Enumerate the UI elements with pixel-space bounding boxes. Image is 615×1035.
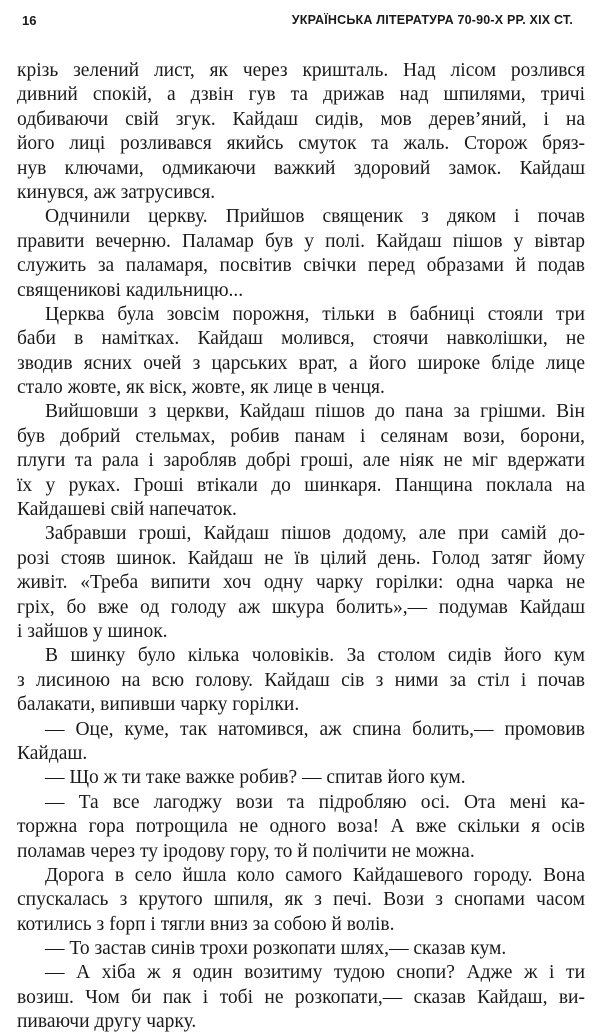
text-line: їх у руках. Гроші втікали до шинкаря. Панщина поклала на bbox=[17, 474, 585, 496]
text-line: дивний спокій, а дзвін гув та дрижав над шпилями, тричі bbox=[17, 84, 585, 106]
paragraph bbox=[17, 644, 585, 717]
paragraph bbox=[17, 205, 585, 303]
paragraph bbox=[17, 718, 585, 767]
page-header bbox=[0, 10, 615, 32]
text-line: Одчинили церкву. Прийшов священик з дяком і почав bbox=[45, 206, 585, 228]
text-line: пиваючи другу чарку. bbox=[17, 1011, 197, 1033]
paragraph bbox=[17, 766, 585, 790]
text-line: — Та все лагоджу вози та підробляю осі. Ота мені ка- bbox=[45, 791, 585, 813]
text-line: — А хіба ж я один возитиму тудою снопи? Адже ж і ти bbox=[45, 962, 585, 984]
text-line: балакати, випивши чарку горілки. bbox=[17, 694, 300, 716]
text-line: Кайдашеві свій напечаток. bbox=[17, 499, 237, 521]
text-line: Кайдаш. bbox=[17, 742, 88, 764]
text-line: гріх, бо вже од голоду аж шкура болить»,— подумав Кайдаш bbox=[17, 596, 585, 618]
text-line: стало жовте, як віск, жовте, як лице в ченця. bbox=[17, 377, 385, 399]
text-line: плуги та рала і заробляв добрі гроші, але ніяк не міг вдержати bbox=[17, 450, 585, 472]
text-line: розі стояв шинок. Кайдаш не їв цілий день. Голод затяг йому bbox=[17, 547, 585, 569]
text-line: Дорога в село йшла коло самого Кайдашевого городу. Вона bbox=[45, 864, 585, 886]
text-line: одбиваючи свій згук. Кайдаш сидів, мов дерев’яний, і на bbox=[17, 108, 585, 130]
text-line: служить за паламаря, посвітив свічки перед образами й подав bbox=[17, 255, 585, 277]
text-line: його лиці розливався якийсь смуток та жаль. Сторож бряз- bbox=[17, 133, 585, 155]
text-line: з лисиною на всю голову. Кайдаш сів з ними за стіл і почав bbox=[17, 669, 585, 691]
paragraph bbox=[17, 400, 585, 522]
text-line: Вийшовши з церкви, Кайдаш пішов до пана за грішми. Він bbox=[45, 401, 585, 423]
paragraph bbox=[17, 303, 585, 401]
text-line: — Що ж ти таке важке робив? — спитав його кум. bbox=[45, 767, 466, 789]
text-line: живіт. «Треба випити хоч одну чарку горілки: одна чарка не bbox=[17, 572, 585, 594]
text-line: і зайшов у шинок. bbox=[17, 620, 168, 642]
paragraph bbox=[17, 59, 585, 205]
text-line: — Оце, куме, так натомився, аж спина болить,— промовив bbox=[45, 718, 585, 740]
text-line: нув ключами, одмикаючи важкий здоровий замок. Кайдаш bbox=[17, 157, 585, 179]
paragraph bbox=[17, 791, 585, 864]
text-line: поламав через ту іродову гору, то й полічити не можна. bbox=[17, 840, 475, 862]
text-line: В шинку було кілька чоловіків. За столом сидів його кум bbox=[45, 645, 585, 667]
paragraph bbox=[17, 522, 585, 644]
text-line: крізь зелений лист, як через кришталь. Над лісом розлився bbox=[17, 60, 585, 81]
text-line: був добрий стельмах, робив панам і селянам вози, борони, bbox=[17, 425, 585, 447]
text-line: Церква була зовсім порожня, тільки в бабниці стояли три bbox=[45, 303, 585, 325]
text-line: правити вечерню. Паламар був у полі. Кайдаш пішов у вівтар bbox=[17, 230, 585, 252]
text-line: спускалась з крутого шпиля, як з печі. Вози з снопами часом bbox=[17, 889, 585, 911]
text-line: кинувся, аж затрусився. bbox=[17, 181, 216, 203]
paragraph bbox=[17, 864, 585, 937]
text-line: — То застав синів трохи розкопати шлях,— сказав кум. bbox=[45, 938, 507, 960]
page-number: 16 bbox=[22, 13, 37, 28]
running-title: УКРАЇНСЬКА ЛІТЕРАТУРА 70-90-Х РР. XIX СТ. bbox=[291, 13, 573, 27]
text-line: баби в намітках. Кайдаш молився, стоячи навколішки, не bbox=[17, 328, 585, 350]
text-line: котились з fорп і тягли вниз за собою й волів. bbox=[17, 913, 395, 935]
page-body bbox=[17, 59, 585, 1035]
text-line: зводив ясних очей з царських врат, а його широке бліде лице bbox=[17, 352, 585, 374]
text-line: торжна гора потрощила не одного воза! А вже скільки я осів bbox=[17, 816, 585, 838]
paragraph bbox=[17, 937, 585, 961]
text-line: священикові кадильницю... bbox=[17, 279, 244, 301]
text-line: Забравши гроші, Кайдаш пішов додому, але при самій до- bbox=[45, 523, 585, 545]
text-line: возиш. Чом би пак і тобі не розкопати,— сказав Кайдаш, ви- bbox=[17, 986, 585, 1008]
